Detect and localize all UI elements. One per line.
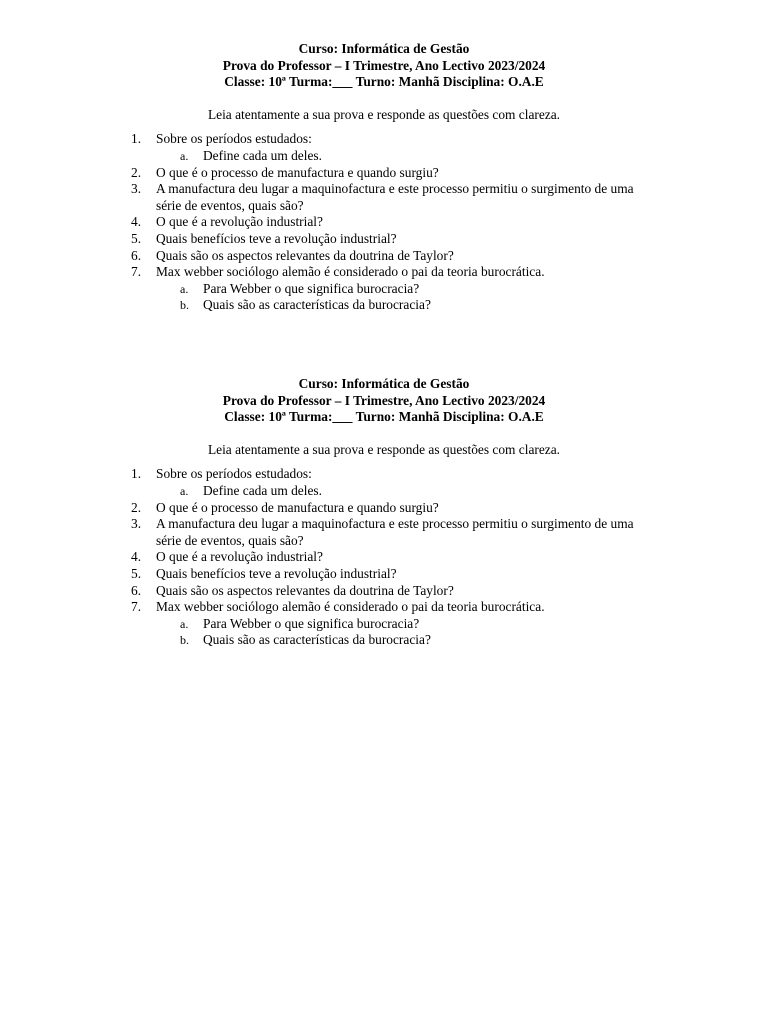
question-number: 7. [131,599,142,615]
sub-question-text: Para Webber o que significa burocracia? [203,615,420,631]
question-item [0,500,640,517]
question-text: A manufactura deu lugar a maquinofactura e este processo permitiu o surgimento de uma série de eventos, quais são? [156,181,634,213]
sub-question-letter: a. [180,148,189,163]
question-item [0,131,640,148]
exam-title: Prova do Professor – I Trimestre, Ano Lectivo 2023/2024 [222,392,546,408]
question-item [0,549,640,566]
exam-header [0,376,741,426]
exam-header [0,41,741,91]
sub-question-item [0,483,768,500]
class-info: Classe: 10ª Turma:___ Turno: Manhã Disciplina: O.A.E [224,409,544,425]
question-text: Quais são os aspectos relevantes da doutrina de Taylor? [156,582,454,598]
question-number: 4. [131,549,142,565]
question-text: O que é a revolução industrial? [156,214,323,230]
question-number: 5. [131,230,142,246]
sub-question-letter: a. [180,281,189,296]
instruction-text: Leia atentamente a sua prova e responde as questões com clareza. [207,441,561,457]
question-text: Quais benefícios teve a revolução industrial? [156,230,397,246]
question-text: Max webber sociólogo alemão é considerado o pai da teoria burocrática. [156,264,545,280]
sub-question-item [0,297,768,314]
question-item [0,248,640,265]
sub-question-text: Define cada um deles. [203,147,322,163]
question-text: Quais são os aspectos relevantes da doutrina de Taylor? [156,247,454,263]
question-text: Sobre os períodos estudados: [156,466,312,482]
sub-question-item [0,148,768,165]
question-number: 3. [131,181,142,197]
class-info: Classe: 10ª Turma:___ Turno: Manhã Disciplina: O.A.E [224,74,544,90]
sub-question-item [0,281,768,298]
question-number: 5. [131,565,142,581]
question-number: 1. [131,466,142,482]
question-item [0,165,640,182]
question-text: A manufactura deu lugar a maquinofactura e este processo permitiu o surgimento de uma série de eventos, quais são? [156,516,634,548]
question-item [0,583,640,600]
question-text: O que é o processo de manufactura e quando surgiu? [156,164,439,180]
question-item [0,599,640,616]
sub-question-item [0,632,768,649]
question-item [0,181,640,214]
question-number: 2. [131,164,142,180]
question-item [0,231,640,248]
exam-copy-1 [0,41,768,314]
sub-question-text: Quais são as características da burocracia? [203,297,431,313]
course-title: Curso: Informática de Gestão [298,41,470,56]
sub-question-letter: b. [180,633,189,648]
sub-question-text: Define cada um deles. [203,482,322,498]
course-title: Curso: Informática de Gestão [298,376,470,391]
question-text: Quais benefícios teve a revolução industrial? [156,565,397,581]
question-number: 4. [131,214,142,230]
question-list [0,131,768,314]
question-number: 1. [131,131,142,147]
question-number: 6. [131,582,142,598]
question-item [0,516,640,549]
question-text: Sobre os períodos estudados: [156,131,312,147]
question-item [0,214,640,231]
question-number: 6. [131,247,142,263]
question-number: 2. [131,499,142,515]
sub-question-item [0,616,768,633]
question-item [0,566,640,583]
sub-question-text: Para Webber o que significa burocracia? [203,280,420,296]
question-number: 7. [131,264,142,280]
sub-question-letter: b. [180,298,189,313]
exam-copy-2 [0,376,768,649]
instruction-text: Leia atentamente a sua prova e responde as questões com clareza. [207,106,561,122]
sub-question-letter: a. [180,483,189,498]
question-item [0,264,640,281]
question-text: O que é a revolução industrial? [156,549,323,565]
question-number: 3. [131,516,142,532]
exam-title: Prova do Professor – I Trimestre, Ano Lectivo 2023/2024 [222,57,546,73]
sub-question-text: Quais são as características da burocracia? [203,632,431,648]
question-item [0,466,640,483]
question-list [0,466,768,649]
question-text: O que é o processo de manufactura e quando surgiu? [156,499,439,515]
question-text: Max webber sociólogo alemão é considerado o pai da teoria burocrática. [156,599,545,615]
sub-question-letter: a. [180,616,189,631]
